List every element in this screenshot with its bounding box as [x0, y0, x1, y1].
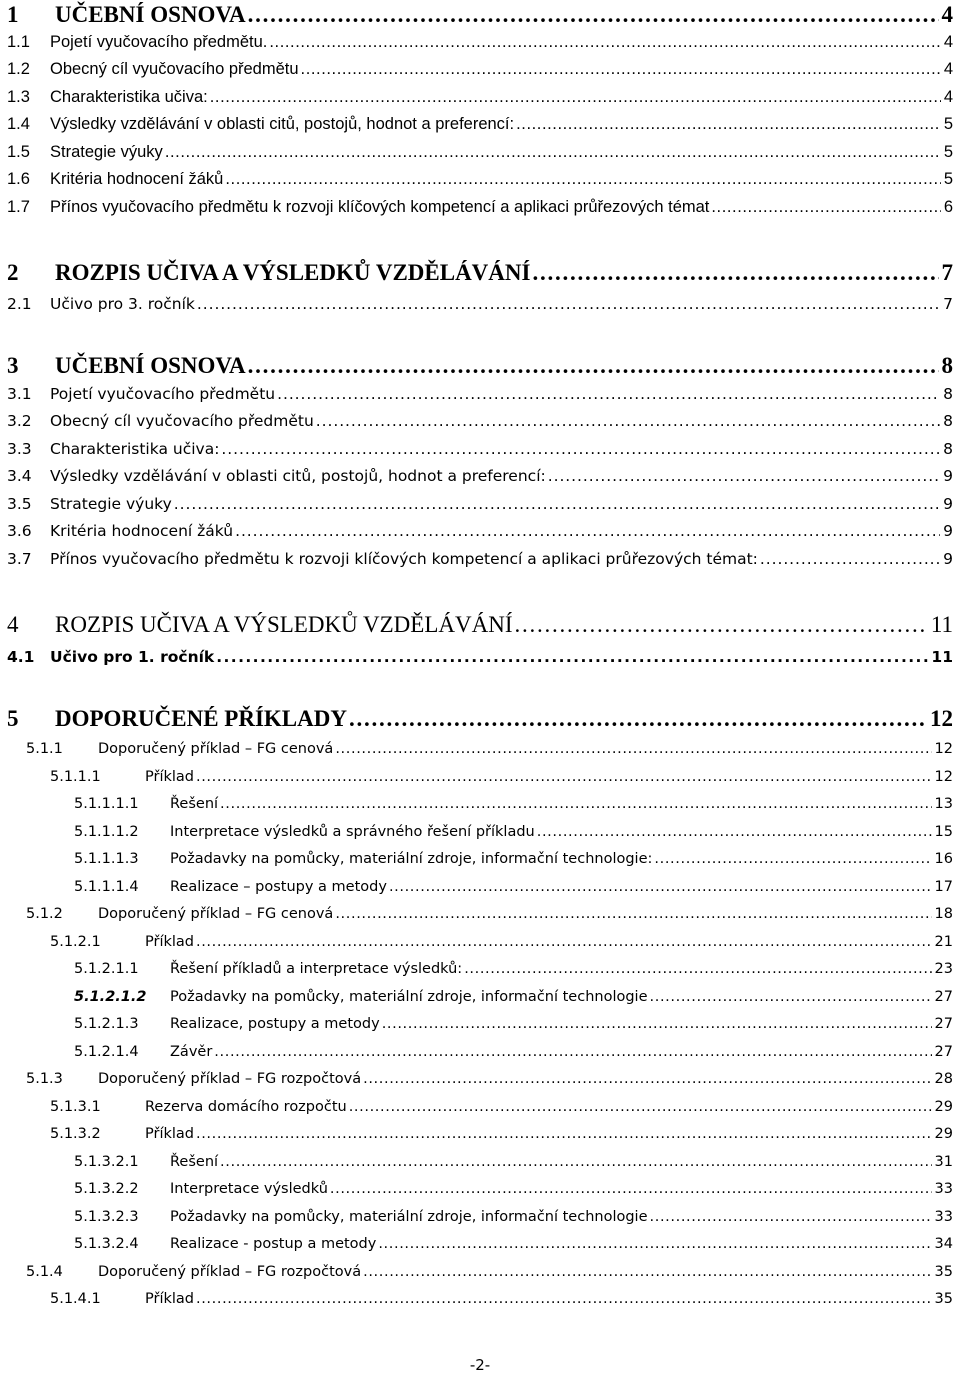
- toc-entry-number: 5.1.3.2.1: [74, 1154, 139, 1170]
- toc-entry-number: 5.1.1: [26, 741, 63, 757]
- toc-entry-number: 5.1.4.1: [50, 1291, 101, 1307]
- dot-leader: [220, 796, 932, 812]
- toc-entry-number: 5.1.3: [26, 1071, 63, 1087]
- toc-entry-title: Kritéria hodnocení žáků: [50, 522, 234, 540]
- dot-leader: [210, 88, 941, 107]
- dot-leader: [760, 550, 940, 568]
- toc-entry-title: Příklad: [145, 934, 194, 950]
- dot-leader: [335, 741, 931, 757]
- toc-entry[interactable]: [7, 170, 953, 189]
- dot-leader: [174, 495, 940, 513]
- toc-entry-page: 12: [930, 706, 953, 731]
- toc-entry-number: 5.1.1.1.3: [74, 851, 139, 867]
- toc-entry-title: Řešení: [170, 1154, 219, 1170]
- toc-entry-number: 5.1.2.1: [50, 934, 101, 950]
- toc-entry-title: Výsledky vzdělávání v oblasti citů, postojů, hodnot a preferencí:: [50, 115, 515, 133]
- toc-entry-page: 21: [934, 934, 953, 950]
- toc-entry-title: Charakteristika učiva:: [50, 440, 220, 458]
- toc-entry-number: 3.7: [7, 550, 32, 568]
- toc-entry[interactable]: [7, 33, 953, 52]
- toc-entry-page: 33: [934, 1209, 953, 1225]
- toc-entry-number: 3.2: [7, 412, 32, 430]
- toc-entry-title: Realizace, postupy a metody: [170, 1016, 380, 1032]
- toc-entry[interactable]: [7, 706, 953, 732]
- toc-entry-number: 5.1.3.2.4: [74, 1236, 139, 1252]
- toc-entry-title: Pojetí vyučovacího předmětu: [50, 385, 276, 403]
- toc-entry-page: 4: [943, 60, 953, 78]
- toc-entry-page: 28: [934, 1071, 953, 1087]
- toc-entry-page: 11: [930, 612, 953, 637]
- toc-entry-title: Doporučený příklad – FG rozpočtová: [98, 1071, 362, 1087]
- toc-entry[interactable]: [26, 1264, 953, 1280]
- toc-entry[interactable]: [74, 1181, 953, 1197]
- dot-leader: [382, 1016, 932, 1032]
- dot-leader: [532, 260, 938, 286]
- toc-entry-page: 11: [931, 648, 953, 666]
- toc-entry-number: 1.2: [7, 60, 30, 78]
- toc-entry[interactable]: [74, 961, 953, 977]
- toc-entry[interactable]: [74, 1016, 953, 1032]
- toc-entry-title: Doporučený příklad – FG rozpočtová: [98, 1264, 362, 1280]
- dot-leader: [277, 385, 940, 403]
- dot-leader: [711, 198, 940, 217]
- toc-entry-number: 5.1.2.1.3: [74, 1016, 139, 1032]
- toc-entry-page: 16: [934, 851, 953, 867]
- toc-entry-number: 2.1: [7, 295, 32, 313]
- toc-entry-page: 35: [934, 1291, 953, 1307]
- toc-entry-title: Obecný cíl vyučovacího předmětu: [50, 412, 314, 430]
- dot-leader: [196, 1291, 932, 1307]
- toc-entry[interactable]: [7, 385, 953, 403]
- toc-entry-number: 1.7: [7, 198, 30, 216]
- toc-entry-page: 9: [943, 522, 953, 540]
- toc-entry[interactable]: [7, 260, 953, 286]
- toc-entry-page: 5: [943, 115, 953, 133]
- toc-entry-number: 5.1.1.1.4: [74, 879, 139, 895]
- toc-entry-number: 5.1.3.2: [50, 1126, 101, 1142]
- dot-leader: [165, 143, 941, 162]
- dot-leader: [349, 706, 927, 732]
- toc-entry[interactable]: [7, 495, 953, 513]
- toc-entry-number: 1.1: [7, 33, 30, 51]
- toc-entry[interactable]: [7, 88, 953, 107]
- toc-entry-title: Závěr: [170, 1044, 213, 1060]
- toc-entry-page: 8: [943, 385, 953, 403]
- toc-entry-number: 3.6: [7, 522, 32, 540]
- toc-entry-number: 4: [7, 612, 19, 637]
- toc-entry-number: 5.1.1.1: [50, 769, 101, 785]
- dot-leader: [654, 851, 931, 867]
- toc-entry-title: Kritéria hodnocení žáků: [50, 170, 224, 188]
- toc-entry-title: Interpretace výsledků: [170, 1181, 328, 1197]
- toc-entry-page: 31: [934, 1154, 953, 1170]
- dot-leader: [248, 2, 939, 28]
- toc-entry-number: 1.3: [7, 88, 30, 106]
- toc-entry-title: Rezerva domácího rozpočtu: [145, 1099, 347, 1115]
- toc-entry-number: 3: [7, 353, 19, 378]
- dot-leader: [235, 522, 940, 540]
- toc-entry-title: Řešení: [170, 796, 219, 812]
- dot-leader: [269, 33, 940, 52]
- toc-entry-title: DOPORUČENÉ PŘÍKLADY: [55, 706, 347, 731]
- toc-entry[interactable]: [50, 769, 953, 785]
- toc-entry-number: 2: [7, 260, 19, 285]
- toc-entry-page: 4: [943, 33, 953, 51]
- dot-leader: [363, 1071, 931, 1087]
- page-number: -2-: [469, 1356, 491, 1374]
- toc-entry-title: Příklad: [145, 769, 194, 785]
- toc-entry-page: 7: [943, 295, 953, 313]
- toc-entry[interactable]: [7, 115, 953, 134]
- toc-entry-page: 12: [934, 769, 953, 785]
- toc-entry-page: 5: [943, 170, 953, 188]
- toc-entry-title: Strategie výuky: [50, 495, 172, 513]
- toc-entry-title: Strategie výuky: [50, 143, 163, 161]
- toc-entry[interactable]: [7, 612, 953, 638]
- dot-leader: [650, 989, 932, 1005]
- dot-leader: [316, 412, 940, 430]
- dot-leader: [196, 934, 932, 950]
- toc-entry[interactable]: [74, 1154, 953, 1170]
- toc-entry-number: 5.1.3.2.3: [74, 1209, 139, 1225]
- toc-entry-title: Obecný cíl vyučovacího předmětu: [50, 60, 299, 78]
- toc-entry-title: Požadavky na pomůcky, materiální zdroje, informační technologie:: [170, 851, 653, 867]
- toc-entry-page: 15: [934, 824, 953, 840]
- toc-entry-page: 33: [934, 1181, 953, 1197]
- toc-entry-page: 9: [943, 467, 953, 485]
- toc-entry[interactable]: [74, 796, 953, 812]
- toc-entry-page: 6: [943, 198, 953, 216]
- toc-entry[interactable]: [26, 906, 953, 922]
- toc-entry-title: Požadavky na pomůcky, materiální zdroje, informační technologie: [170, 1209, 648, 1225]
- toc-entry[interactable]: [7, 550, 953, 568]
- toc-entry-title: Realizace - postup a metody: [170, 1236, 377, 1252]
- toc-entry-number: 3.4: [7, 467, 32, 485]
- toc-entry-page: 27: [934, 989, 953, 1005]
- dot-leader: [225, 170, 940, 189]
- toc-entry-title: UČEBNÍ OSNOVA: [55, 2, 246, 27]
- toc-entry-title: Požadavky na pomůcky, materiální zdroje, informační technologie: [170, 989, 648, 1005]
- toc-entry-title: Doporučený příklad – FG cenová: [98, 741, 334, 757]
- toc-entry-number: 5.1.3.2.2: [74, 1181, 139, 1197]
- toc-entry-page: 18: [934, 906, 953, 922]
- toc-entry[interactable]: [7, 648, 953, 666]
- toc-entry-page: 29: [934, 1126, 953, 1142]
- toc-entry[interactable]: [7, 2, 953, 28]
- toc-entry-number: 3.3: [7, 440, 32, 458]
- dot-leader: [196, 1126, 932, 1142]
- toc-entry[interactable]: [7, 198, 953, 217]
- toc-entry-number: 1: [7, 2, 19, 27]
- toc-entry[interactable]: [7, 440, 953, 458]
- toc-entry[interactable]: [74, 1044, 953, 1060]
- toc-entry[interactable]: [26, 741, 953, 757]
- toc-entry-number: 3.5: [7, 495, 32, 513]
- toc-entry[interactable]: [74, 851, 953, 867]
- toc-entry-number: 5.1.2.1.2: [74, 989, 147, 1005]
- toc-entry-title: Řešení příkladů a interpretace výsledků:: [170, 961, 463, 977]
- toc-entry-title: ROZPIS UČIVA A VÝSLEDKŮ VZDĚLÁVÁNÍ: [55, 612, 513, 637]
- toc-entry-title: Doporučený příklad – FG cenová: [98, 906, 334, 922]
- toc-entry[interactable]: [50, 1126, 953, 1142]
- toc-entry-number: 1.4: [7, 115, 30, 133]
- dot-leader: [349, 1099, 932, 1115]
- toc-entry[interactable]: [74, 879, 953, 895]
- toc-entry-page: 34: [934, 1236, 953, 1252]
- toc-entry[interactable]: [26, 1071, 953, 1087]
- toc-entry[interactable]: [7, 353, 953, 379]
- dot-leader: [301, 60, 941, 79]
- toc-entry[interactable]: [50, 934, 953, 950]
- toc-entry[interactable]: [7, 467, 953, 485]
- toc-entry-number: 3.1: [7, 385, 32, 403]
- toc-entry-number: 4.1: [7, 648, 35, 666]
- dot-leader: [514, 612, 927, 638]
- toc-entry-number: 5.1.2.1.1: [74, 961, 139, 977]
- dot-leader: [220, 1154, 932, 1170]
- toc-entry-number: 5.1.1.1.1: [74, 796, 139, 812]
- dot-leader: [214, 1044, 931, 1060]
- toc-entry-page: 9: [943, 495, 953, 513]
- toc-entry-page: 4: [943, 88, 953, 106]
- toc-entry-number: 1.6: [7, 170, 30, 188]
- dot-leader: [196, 769, 932, 785]
- toc-entry[interactable]: [74, 1236, 953, 1252]
- toc-entry[interactable]: [74, 824, 953, 840]
- toc-entry-page: 12: [934, 741, 953, 757]
- toc-entry-page: 17: [934, 879, 953, 895]
- dot-leader: [197, 295, 940, 313]
- dot-leader: [464, 961, 931, 977]
- dot-leader: [389, 879, 932, 895]
- toc-entry-title: Příklad: [145, 1291, 194, 1307]
- dot-leader: [537, 824, 932, 840]
- dot-leader: [216, 648, 928, 666]
- toc-entry-page: 27: [934, 1016, 953, 1032]
- dot-leader: [548, 467, 940, 485]
- toc-entry-number: 5.1.4: [26, 1264, 63, 1280]
- toc-entry-title: UČEBNÍ OSNOVA: [55, 353, 246, 378]
- toc-entry[interactable]: [7, 522, 953, 540]
- toc-entry-title: Realizace – postupy a metody: [170, 879, 387, 895]
- toc-entry-number: 5.1.3.1: [50, 1099, 101, 1115]
- toc-entry[interactable]: [50, 1099, 953, 1115]
- toc-entry-page: 13: [934, 796, 953, 812]
- toc-entry-page: 5: [943, 143, 953, 161]
- toc-entry[interactable]: [7, 143, 953, 162]
- toc-entry-page: 9: [943, 550, 953, 568]
- toc-entry-title: Učivo pro 1. ročník: [50, 648, 215, 666]
- dot-leader: [363, 1264, 931, 1280]
- dot-leader: [335, 906, 931, 922]
- dot-leader: [516, 115, 941, 134]
- toc-entry[interactable]: [50, 1291, 953, 1307]
- toc-entry-title: Přínos vyučovacího předmětu k rozvoji klíčových kompetencí a aplikaci průřezových témat:: [50, 550, 758, 568]
- toc-entry-number: 5.1.2.1.4: [74, 1044, 139, 1060]
- toc-entry[interactable]: [74, 1209, 953, 1225]
- toc-entry-title: Charakteristika učiva:: [50, 88, 208, 106]
- toc-entry[interactable]: [74, 989, 953, 1005]
- toc-entry-page: 29: [934, 1099, 953, 1115]
- toc-entry-title: Přínos vyučovacího předmětu k rozvoji klíčových kompetencí a aplikaci průřezových témat: [50, 198, 710, 216]
- toc-entry-title: Učivo pro 3. ročník: [50, 295, 195, 313]
- toc-entry-page: 4: [941, 2, 953, 27]
- toc-entry-page: 35: [934, 1264, 953, 1280]
- dot-leader: [221, 440, 940, 458]
- toc-entry-title: Výsledky vzdělávání v oblasti citů, postojů, hodnot a preferencí:: [50, 467, 546, 485]
- toc-entry-title: Pojetí vyučovacího předmětu.: [50, 33, 268, 51]
- dot-leader: [248, 353, 939, 379]
- toc-entry-page: 8: [943, 440, 953, 458]
- toc-entry-page: 7: [941, 260, 953, 285]
- toc-entry-page: 8: [941, 353, 953, 378]
- dot-leader: [378, 1236, 931, 1252]
- toc-entry[interactable]: [7, 295, 953, 313]
- toc-entry-page: 23: [934, 961, 953, 977]
- toc-entry-number: 5: [7, 706, 19, 731]
- toc-entry-title: Příklad: [145, 1126, 194, 1142]
- toc-entry-number: 5.1.2: [26, 906, 63, 922]
- toc-entry-title: ROZPIS UČIVA A VÝSLEDKŮ VZDĚLÁVÁNÍ: [55, 260, 531, 285]
- toc-entry-number: 1.5: [7, 143, 30, 161]
- toc-entry-title: Interpretace výsledků a správného řešení příkladu: [170, 824, 535, 840]
- toc-entry[interactable]: [7, 412, 953, 430]
- toc-entry-page: 27: [934, 1044, 953, 1060]
- dot-leader: [330, 1181, 932, 1197]
- dot-leader: [650, 1209, 932, 1225]
- toc-entry[interactable]: [7, 60, 953, 79]
- toc-entry-page: 8: [943, 412, 953, 430]
- toc-entry-number: 5.1.1.1.2: [74, 824, 139, 840]
